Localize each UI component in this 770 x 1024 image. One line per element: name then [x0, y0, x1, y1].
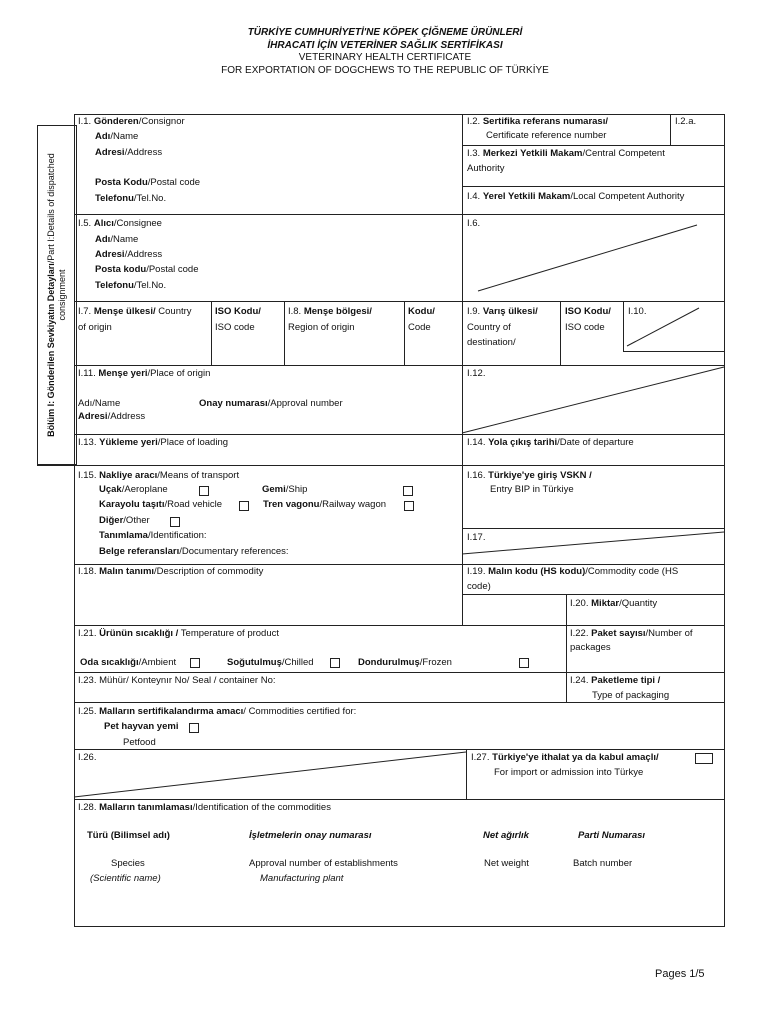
- i16-bip-en: Entry BIP in Türkiye: [490, 484, 574, 495]
- col-batch-header: Parti Numarası: [578, 830, 646, 841]
- i17-label: I.17.: [467, 532, 486, 543]
- i11-address-label: Adresi/Address: [78, 411, 146, 422]
- i25-certified-for-label: I.25. Malların sertifikalandırma amacı/ Commodities certified for:: [78, 706, 357, 717]
- i20-quantity-label: I.20. Miktar/Quantity: [570, 598, 658, 609]
- i21-chilled-option: Soğutulmuş/Chilled: [227, 657, 314, 668]
- i1-consignor-label: I.1. Gönderen/Consignor: [78, 116, 185, 127]
- i7-country-origin-en: of origin: [78, 322, 112, 333]
- i15-rail-option: Tren vagonu/Railway wagon: [263, 499, 387, 510]
- i5-postal-label: Posta kodu/Postal code: [95, 264, 199, 275]
- col-species-en: Species: [111, 858, 145, 869]
- i5-consignee-label: I.5. Alıcı/Consignee: [78, 218, 162, 229]
- frozen-checkbox[interactable]: [519, 658, 529, 668]
- i15-ship-option: Gemi/Ship: [262, 484, 308, 495]
- i1-tel-label: Telefonu/Tel.No.: [95, 193, 167, 204]
- i27-import-label: I.27. Türkiye'ye ithalat ya da kabul amaçlı/: [471, 752, 659, 763]
- i15-road-option: Karayolu taşıtı/Road vehicle: [99, 499, 223, 510]
- i9-destination-en2: destination/: [467, 337, 516, 348]
- road-vehicle-checkbox[interactable]: [239, 501, 249, 511]
- col-scientific-name-en: (Scientific name): [90, 873, 161, 884]
- i7-iso-code-label: ISO Kodu/: [215, 306, 261, 317]
- header-line-2: İHRACATI İÇİN VETERİNER SAĞLIK SERTİFİKASI: [267, 39, 503, 51]
- i1-postal-label: Posta Kodu/Postal code: [95, 177, 201, 188]
- i9-destination-label: I.9. Varış ülkesi/: [467, 306, 538, 317]
- i2a-label: I.2.a.: [675, 116, 697, 127]
- i8-code-en: Code: [408, 322, 431, 333]
- i8-code-label: Kodu/: [408, 306, 435, 317]
- i9-destination-en1: Country of: [467, 322, 511, 333]
- i5-name-label: Adı/Name: [95, 234, 139, 245]
- i23-seal-label: I.23. Mühür/ Konteynır No/ Seal / container No:: [78, 675, 276, 686]
- i21-temperature-label: I.21. Ürünün sıcaklığı / Temperature of product: [78, 628, 280, 639]
- i4-local-authority-label: I.4. Yerel Yetkili Makam/Local Competent Authority: [467, 191, 685, 202]
- i11-approval-label: Onay numarası/Approval number: [199, 398, 343, 409]
- i2-reference-en: Certificate reference number: [486, 130, 607, 141]
- i1-name-label: Adı/Name: [95, 131, 139, 142]
- i14-departure-label: I.14. Yola çıkış tarihi/Date of departure: [467, 437, 634, 448]
- col-approval-en: Approval number of establishments: [249, 858, 398, 869]
- i3-central-authority-label: I.3. Merkezi Yetkili Makam/Central Competent: [467, 148, 665, 159]
- i9-iso-code-label: ISO Kodu/: [565, 306, 611, 317]
- i3-authority-en: Authority: [467, 163, 505, 174]
- i11-place-origin-label: I.11. Menşe yeri/Place of origin: [78, 368, 211, 379]
- i13-loading-label: I.13. Yükleme yeri/Place of loading: [78, 437, 229, 448]
- import-admission-checkbox[interactable]: [695, 753, 713, 764]
- i28-identification-label: I.28. Malların tanımlaması/Identification of the commodities: [78, 802, 331, 813]
- i19-hs-code-en: code): [467, 581, 491, 592]
- i15-identification-label: Tanımlama/Identification:: [99, 530, 207, 541]
- i24-packaging-label: I.24. Paketleme tipi /: [570, 675, 661, 686]
- i22-packages-label: I.22. Paket sayısı/Number of: [570, 628, 693, 639]
- i2-reference-label: I.2. Sertifika referans numarası/: [467, 116, 608, 127]
- aeroplane-checkbox[interactable]: [199, 486, 209, 496]
- header-line-4: FOR EXPORTATION OF DOGCHEWS TO THE REPUBLIC OF TÜRKİYE: [221, 64, 549, 76]
- i24-packaging-en: Type of packaging: [592, 690, 670, 701]
- i21-ambient-option: Oda sıcaklığı/Ambient: [80, 657, 177, 668]
- i25-petfood-option: Pet hayvan yemi: [104, 721, 179, 732]
- i15-other-option: Diğer/Other: [99, 515, 150, 526]
- col-species-header: Türü (Bilimsel adı): [87, 830, 170, 841]
- i5-address-label: Adresi/Address: [95, 249, 163, 260]
- i10-label: I.10.: [628, 306, 647, 317]
- header-line-3: VETERINARY HEALTH CERTIFICATE: [298, 52, 472, 63]
- petfood-checkbox[interactable]: [189, 723, 199, 733]
- col-batch-en: Batch number: [573, 858, 633, 869]
- part-one-side-label: Bölüm I: Gönderilen Sevkiyatın Detayları/Part I:Details of dispatched consignment: [46, 153, 67, 437]
- chilled-checkbox[interactable]: [330, 658, 340, 668]
- i7-country-origin-label: I.7. Menşe ülkesi/ Country: [78, 306, 192, 317]
- header-line-1: TÜRKİYE CUMHURİYETİ'NE KÖPEK ÇİĞNEME ÜRÜNLERİ: [247, 27, 523, 38]
- i27-import-en: For import or admission into Türkye: [494, 767, 644, 778]
- i6-label: I.6.: [467, 218, 481, 229]
- i18-description-label: I.18. Malın tanımı/Description of commodity: [78, 566, 264, 577]
- i11-name-label: Adı/Name: [78, 398, 121, 409]
- i1-address-label: Adresi/Address: [95, 147, 163, 158]
- i15-docref-label: Belge referansları/Documentary references:: [99, 546, 289, 557]
- i15-aeroplane-option: Uçak/Aeroplane: [99, 484, 168, 495]
- i9-iso-code-en: ISO code: [565, 322, 605, 333]
- i25-petfood-en: Petfood: [123, 737, 156, 748]
- col-plant-en: Manufacturing plant: [260, 873, 344, 884]
- i19-hs-code-label: I.19. Malın kodu (HS kodu)/Commodity code (HS: [467, 566, 679, 577]
- other-checkbox[interactable]: [170, 517, 180, 527]
- i12-label: I.12.: [467, 368, 486, 379]
- i22-packages-en: packages: [570, 642, 611, 653]
- i26-label: I.26.: [78, 752, 97, 763]
- col-net-weight-en: Net weight: [484, 858, 529, 869]
- i15-transport-label: I.15. Nakliye aracı/Means of transport: [78, 470, 240, 481]
- ship-checkbox[interactable]: [403, 486, 413, 496]
- col-approval-header: İşletmelerin onay numarası: [249, 830, 372, 841]
- ambient-checkbox[interactable]: [190, 658, 200, 668]
- i7-iso-code-en: ISO code: [215, 322, 255, 333]
- railway-wagon-checkbox[interactable]: [404, 501, 414, 511]
- i8-region-origin-en: Region of origin: [288, 322, 355, 333]
- i21-frozen-option: Dondurulmuş/Frozen: [358, 657, 452, 668]
- i5-tel-label: Telefonu/Tel.No.: [95, 280, 167, 291]
- i16-bip-label: I.16. Türkiye'ye giriş VSKN /: [467, 470, 592, 481]
- col-net-weight-header: Net ağırlık: [483, 830, 529, 841]
- i8-region-origin-label: I.8. Menşe bölgesi/: [288, 306, 372, 317]
- page-number: Pages 1/5: [655, 968, 705, 980]
